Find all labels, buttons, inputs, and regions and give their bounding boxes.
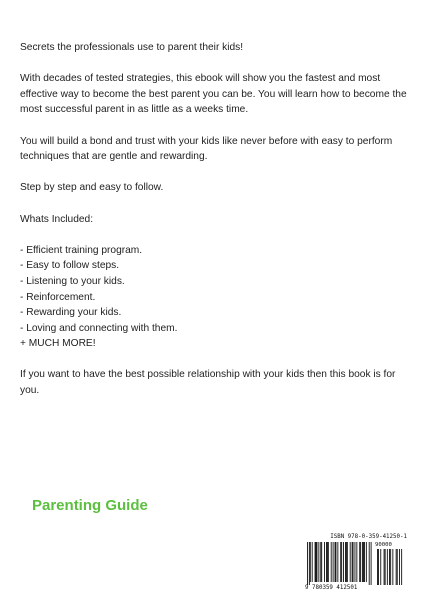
description-text xyxy=(20,40,412,414)
list-item: - Efficient training program. xyxy=(20,244,143,256)
addon-digits: 90000 xyxy=(375,542,392,548)
barcode-bars xyxy=(305,542,407,586)
paragraph-step-by-step: Step by step and easy to follow. xyxy=(20,182,164,194)
list-item: - Reinforcement. xyxy=(20,291,96,303)
included-list xyxy=(20,243,412,352)
list-item: - Easy to follow steps. xyxy=(20,260,120,272)
isbn-barcode xyxy=(305,534,407,594)
list-item: - Listening to your kids. xyxy=(20,275,125,287)
isbn-text: ISBN 978-0-359-41250-1 xyxy=(330,534,407,540)
list-item: + MUCH MORE! xyxy=(20,338,96,350)
ean-digits: 9 780359 412501 xyxy=(305,585,358,591)
paragraph-bond: You will build a bond and trust with your kids like never before with easy to perform techniques that are gentle and rewarding. xyxy=(20,135,393,163)
paragraph-strategies: With decades of tested strategies, this ebook will show you the fastest and most effective way to become the best parent you can be. You will learn how to become the most successful parent in as little as a weeks time. xyxy=(20,73,407,116)
included-heading: Whats Included: xyxy=(20,213,94,225)
brand-title: Parenting Guide xyxy=(32,497,148,514)
list-item: - Loving and connecting with them. xyxy=(20,322,178,334)
intro-line: Secrets the professionals use to parent their kids! xyxy=(20,42,244,53)
list-item: - Rewarding your kids. xyxy=(20,307,122,319)
closing-paragraph: If you want to have the best possible relationship with your kids then this book is for you. xyxy=(20,369,396,397)
